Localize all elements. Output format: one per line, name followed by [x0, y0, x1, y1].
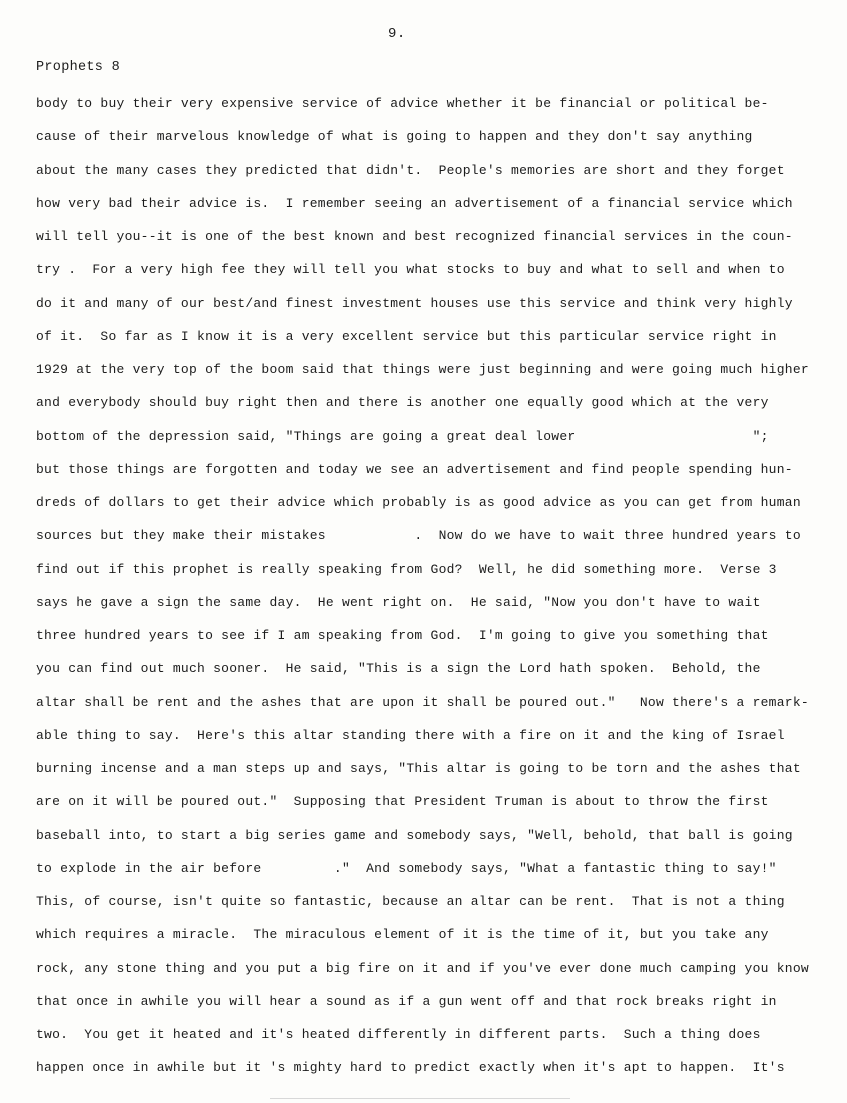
text-line: dreds of dollars to get their advice which probably is as good advice as you can get from human — [36, 495, 801, 510]
text-line: which requires a miracle. The miraculous element of it is the time of it, but you take any — [36, 927, 769, 943]
text-line: body to buy their very expensive service of advice whether it be financial or political be- — [36, 96, 769, 111]
text-line: try . For a very high fee they will tell you what stocks to buy and what to sell and when to — [36, 262, 785, 278]
text-line: two. You get it heated and it's heated differently in different parts. Such a thing does — [36, 1027, 761, 1042]
text-line: that once in awhile you will hear a sound as if a gun went off and that rock breaks right in — [36, 993, 777, 1009]
page-bottom-edge — [270, 1098, 570, 1099]
text-line: 1929 at the very top of the boom said that things were just beginning and were going much higher — [36, 362, 809, 377]
body-text — [36, 94, 836, 1092]
text-line: rock, any stone thing and you put a big fire on it and if you've ever done much camping you know — [36, 960, 809, 976]
text-line: how very bad their advice is. I remember seeing an advertisement of a financial service which — [36, 195, 793, 211]
text-line: but those things are forgotten and today we see an advertisement and find people spending hun- — [36, 461, 793, 477]
text-line: altar shall be rent and the ashes that are upon it shall be poured out." Now there's a remark- — [36, 694, 809, 710]
text-line: bottom of the depression said, "Things are going a great deal lower "; — [36, 428, 769, 444]
text-line: cause of their marvelous knowledge of what is going to happen and they don't say anything — [36, 129, 753, 145]
text-line: you can find out much sooner. He said, "This is a sign the Lord hath spoken. Behold, the — [36, 661, 761, 677]
text-line: will tell you--it is one of the best known and best recognized financial services in the coun- — [36, 229, 793, 244]
page-number: 9. — [388, 26, 406, 42]
page-header: Prophets 8 — [36, 60, 121, 75]
text-line: are on it will be poured out." Supposing that President Truman is about to throw the first — [36, 794, 769, 810]
text-line: of it. So far as I know it is a very excellent service but this particular service right in — [36, 328, 777, 344]
text-line: This, of course, isn't quite so fantastic, because an altar can be rent. That is not a thing — [36, 894, 785, 909]
text-line: baseball into, to start a big series game and somebody says, "Well, behold, that ball is going — [36, 827, 793, 843]
text-line: three hundred years to see if I am speaking from God. I'm going to give you something that — [36, 628, 769, 643]
text-line: says he gave a sign the same day. He went right on. He said, "Now you don't have to wait — [36, 594, 761, 610]
text-line: find out if this prophet is really speaking from God? Well, he did something more. Verse 3 — [36, 561, 777, 577]
text-line: able thing to say. Here's this altar standing there with a fire on it and the king of Israel — [36, 727, 785, 743]
text-line: to explode in the air before ." And somebody says, "What a fantastic thing to say!" — [36, 860, 777, 876]
text-line: about the many cases they predicted that didn't. People's memories are short and they forget — [36, 162, 785, 178]
text-line: and everybody should buy right then and there is another one equally good which at the very — [36, 395, 769, 411]
text-line: do it and many of our best/and finest investment houses use this service and think very highly — [36, 295, 793, 311]
text-line: burning incense and a man steps up and says, "This altar is going to be torn and the ashes that — [36, 761, 801, 776]
text-line: happen once in awhile but it 's mighty hard to predict exactly when it's apt to happen. It's — [36, 1060, 785, 1076]
text-line: sources but they make their mistakes . Now do we have to wait three hundred years to — [36, 528, 801, 544]
